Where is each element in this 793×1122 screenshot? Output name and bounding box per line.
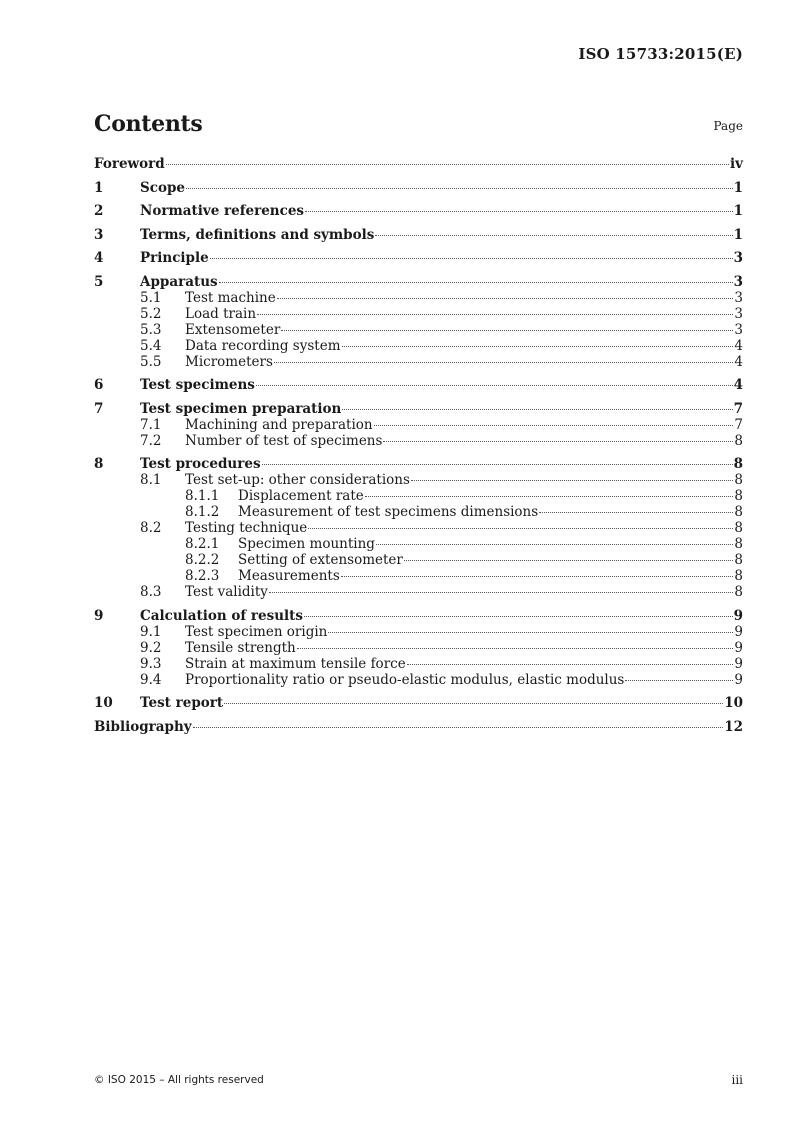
toc-entry-page: iv (730, 156, 743, 172)
toc-entry-number: 1 (94, 179, 104, 196)
copyright-notice: © ISO 2015 – All rights reserved (94, 1074, 264, 1086)
dot-leader (342, 409, 732, 410)
toc-entry-title: Measurement of test specimens dimensions (238, 504, 539, 520)
dot-leader (383, 441, 733, 442)
dot-leader (328, 632, 733, 633)
toc-entry-title: Displacement rate (238, 488, 364, 504)
toc-entry[interactable] (94, 322, 743, 338)
toc-entry[interactable] (94, 536, 743, 552)
toc-entry-title: Principle (140, 250, 209, 266)
toc-entry-page: 3 (733, 250, 743, 266)
toc-entry[interactable] (94, 377, 743, 393)
toc-entry[interactable] (94, 306, 743, 322)
toc-entry-number: 9.1 (140, 623, 162, 640)
toc-entry-title: Load train (185, 305, 257, 322)
document-code: ISO 15733:2015(E) (578, 45, 743, 63)
toc-entry[interactable] (94, 180, 743, 196)
toc-entry-page: 8 (734, 552, 743, 568)
toc-entry[interactable] (94, 624, 743, 640)
toc-entry-page: 8 (734, 568, 743, 584)
toc-entry-page: 9 (733, 607, 743, 624)
toc-entry-number: 9.2 (140, 639, 162, 656)
toc-entry[interactable] (94, 290, 743, 306)
toc-entry-title: Data recording system (185, 337, 341, 354)
toc-entry[interactable] (94, 227, 743, 243)
toc-entry[interactable] (94, 504, 743, 520)
toc-entry[interactable] (94, 656, 743, 672)
toc-entry-page: 8 (734, 536, 743, 552)
toc-entry-title: Measurements (238, 568, 340, 584)
toc-entry-number: 8 (94, 456, 104, 472)
toc-entry[interactable] (94, 338, 743, 354)
toc-entry-number: 8.1.2 (185, 504, 220, 520)
dot-leader (219, 282, 733, 283)
toc-entry-number: 8.2 (140, 520, 162, 536)
toc-entry-title: Strain at maximum tensile force (185, 655, 406, 672)
toc-entry-number: 5.5 (140, 353, 162, 370)
toc-entry[interactable] (94, 250, 743, 266)
dot-leader (407, 664, 734, 665)
table-of-contents (94, 156, 743, 735)
toc-entry[interactable] (94, 552, 743, 568)
toc-entry[interactable] (94, 608, 743, 624)
toc-entry[interactable] (94, 456, 743, 472)
toc-entry[interactable] (94, 640, 743, 656)
dot-leader (277, 298, 734, 299)
dot-leader (308, 528, 733, 529)
toc-entry-page: 3 (734, 305, 743, 322)
dot-leader (411, 480, 734, 481)
toc-entry-title: Specimen mounting (238, 536, 375, 552)
toc-entry-page: 4 (734, 337, 743, 354)
toc-entry-number: 8.2.2 (185, 552, 220, 568)
toc-entry-page: 1 (733, 226, 743, 243)
dot-leader (257, 314, 733, 315)
toc-entry[interactable] (94, 433, 743, 449)
toc-entry-title: Calculation of results (140, 607, 304, 624)
toc-entry-number: 8.2.3 (185, 568, 220, 584)
toc-entry[interactable] (94, 695, 743, 711)
toc-entry-number: 5.4 (140, 337, 162, 354)
toc-entry-page: 8 (734, 472, 743, 488)
dot-leader (539, 512, 733, 513)
toc-entry-number: 5.3 (140, 321, 162, 338)
dot-leader (376, 544, 733, 545)
contents-title: Contents (94, 111, 203, 137)
dot-leader (375, 235, 732, 236)
dot-leader (304, 616, 733, 617)
toc-entry-page: 1 (733, 203, 743, 219)
dot-leader (374, 425, 734, 426)
toc-entry-number: 8.1.1 (185, 488, 220, 504)
toc-entry-number: 9.3 (140, 655, 162, 672)
toc-entry[interactable] (94, 274, 743, 290)
toc-entry-title: Apparatus (140, 273, 218, 290)
toc-entry-number: 9.4 (140, 671, 162, 688)
toc-entry-number: 7.1 (140, 416, 162, 433)
toc-entry-number: 7.2 (140, 432, 162, 449)
toc-entry-title: Micrometers (185, 353, 273, 370)
toc-entry-number: 8.3 (140, 584, 162, 600)
toc-entry-page: 12 (724, 718, 743, 735)
toc-entry-number: 5 (94, 273, 104, 290)
toc-entry-page: 8 (734, 520, 743, 536)
toc-entry-page: 8 (734, 432, 743, 449)
toc-entry-page: 1 (733, 179, 743, 196)
toc-entry-page: 8 (734, 584, 743, 600)
dot-leader (274, 362, 734, 363)
toc-entry[interactable] (94, 417, 743, 433)
toc-entry[interactable] (94, 520, 743, 536)
toc-entry-title: Machining and preparation (185, 416, 373, 433)
toc-entry-page: 3 (733, 273, 743, 290)
toc-entry-page: 9 (734, 623, 743, 640)
toc-entry-title: Proportionality ratio or pseudo-elastic modulus, elastic modulus (185, 671, 625, 688)
dot-leader (166, 164, 729, 165)
dot-leader (210, 258, 733, 259)
toc-entry-number: 10 (94, 695, 113, 711)
dot-leader (404, 560, 734, 561)
dot-leader (269, 592, 733, 593)
toc-entry-number: 8.2.1 (185, 536, 220, 552)
toc-entry-title: Test validity (185, 584, 268, 600)
toc-entry-title: Number of test of specimens (185, 432, 383, 449)
toc-entry-number: 2 (94, 203, 104, 219)
toc-entry[interactable] (94, 672, 743, 688)
toc-entry[interactable] (94, 156, 743, 172)
dot-leader (297, 648, 734, 649)
dot-leader (256, 385, 733, 386)
toc-entry[interactable] (94, 719, 743, 735)
toc-entry-page: 8 (733, 456, 743, 472)
toc-entry-title: Test specimen origin (185, 623, 328, 640)
toc-entry[interactable] (94, 354, 743, 370)
toc-entry-page: 9 (734, 671, 743, 688)
toc-entry-title: Extensometer (185, 321, 281, 338)
toc-entry-number: 3 (94, 226, 104, 243)
dot-leader (365, 496, 734, 497)
toc-entry[interactable] (94, 568, 743, 584)
dot-leader (281, 330, 733, 331)
toc-entry-title: Bibliography (94, 718, 192, 735)
toc-entry-page: 3 (734, 289, 743, 306)
toc-entry-number: 9 (94, 607, 104, 624)
toc-entry-page: 3 (734, 321, 743, 338)
toc-entry-number: 4 (94, 250, 104, 266)
toc-entry-title: Test procedures (140, 456, 261, 472)
toc-entry-number: 5.2 (140, 305, 162, 322)
dot-leader (262, 464, 733, 465)
toc-entry-number: 7 (94, 400, 104, 417)
toc-entry[interactable] (94, 488, 743, 504)
toc-entry-title: Terms, definitions and symbols (140, 226, 375, 243)
dot-leader (305, 211, 733, 212)
toc-entry-page: 8 (734, 488, 743, 504)
dot-leader (224, 703, 723, 704)
dot-leader (625, 680, 733, 681)
dot-leader (341, 576, 734, 577)
toc-entry[interactable] (94, 401, 743, 417)
toc-entry-page: 4 (733, 377, 743, 393)
dot-leader (342, 346, 734, 347)
toc-entry-title: Test specimen preparation (140, 400, 342, 417)
toc-entry-page: 7 (734, 416, 743, 433)
dot-leader (193, 727, 724, 728)
toc-entry-number: 5.1 (140, 289, 162, 306)
toc-entry-title: Testing technique (185, 520, 308, 536)
page-column-label: Page (713, 119, 743, 133)
toc-entry-title: Test machine (185, 289, 276, 306)
toc-entry-title: Normative references (140, 203, 305, 219)
page-number: iii (731, 1073, 743, 1087)
toc-entry[interactable] (94, 472, 743, 488)
toc-entry-page: 9 (734, 639, 743, 656)
toc-entry-title: Test specimens (140, 377, 255, 393)
toc-entry[interactable] (94, 203, 743, 219)
toc-entry-number: 6 (94, 377, 104, 393)
dot-leader (186, 188, 733, 189)
toc-entry-page: 4 (734, 353, 743, 370)
toc-entry-title: Foreword (94, 156, 165, 172)
toc-entry-number: 8.1 (140, 472, 162, 488)
toc-entry-title: Test report (140, 695, 224, 711)
toc-entry-page: 7 (733, 400, 743, 417)
toc-entry-title: Test set-up: other considerations (185, 472, 410, 488)
toc-entry-title: Setting of extensometer (238, 552, 403, 568)
toc-entry[interactable] (94, 584, 743, 600)
toc-entry-page: 9 (734, 655, 743, 672)
toc-entry-title: Tensile strength (185, 639, 296, 656)
toc-entry-page: 8 (734, 504, 743, 520)
toc-entry-page: 10 (724, 695, 743, 711)
toc-entry-title: Scope (140, 179, 186, 196)
